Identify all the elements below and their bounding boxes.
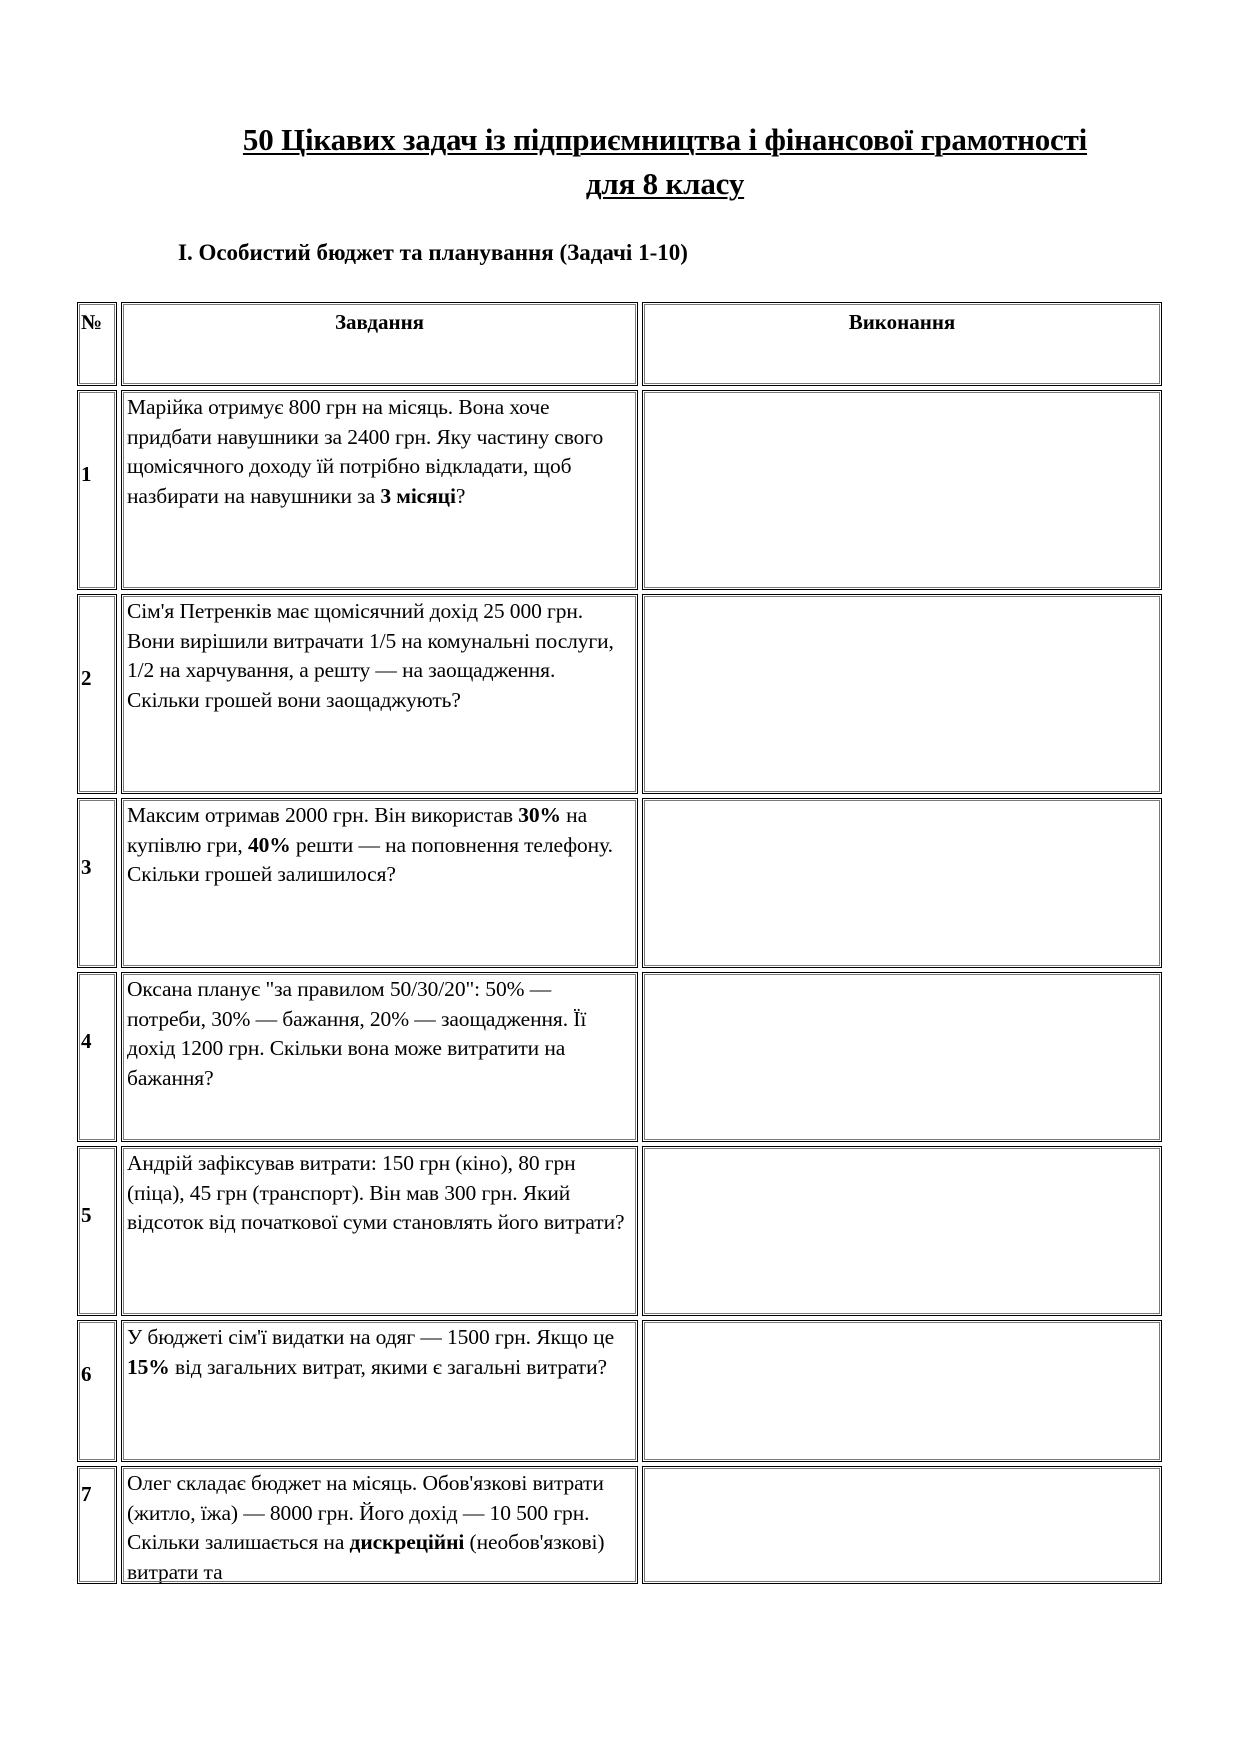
- task-text-segment: від загальних витрат, якими є загальні витрати?: [169, 1354, 607, 1379]
- table-header-row: [77, 302, 1162, 390]
- header-task-cell: [121, 302, 638, 386]
- row-number: 6: [81, 1362, 92, 1387]
- header-number-cell: [77, 302, 117, 386]
- table-row: [77, 972, 1162, 1146]
- task-text-segment: на купівлю гри,: [127, 803, 588, 857]
- task-text-segment: Оксана планує "за правилом 50/30/20": 50% — потреби, 30% — бажання, 20% — заощадження. Її дохід 1200 грн. Скільки вона може витратити на бажання?: [127, 977, 587, 1090]
- execution-answer[interactable]: [643, 391, 1161, 393]
- task-text: [122, 799, 637, 890]
- task-text-segment: решти — на поповнення телефону. Скільки грошей залишилося?: [127, 832, 613, 886]
- task-text-segment: Андрій зафіксував витрати: 150 грн (кіно), 80 грн (піца), 45 грн (транспорт). Він мав 300 грн. Який відсоток від початкової суми становлять його витрати?: [127, 1151, 625, 1234]
- task-text: [122, 391, 637, 511]
- title-line-2: для 8 класу: [585, 166, 745, 201]
- row-number-cell: [77, 798, 117, 968]
- row-number-cell: [77, 1320, 117, 1462]
- tasks-table: [77, 302, 1162, 1588]
- row-number-cell: [77, 594, 117, 794]
- document-title: [170, 118, 1160, 206]
- execution-cell[interactable]: [642, 798, 1162, 968]
- row-number: 2: [81, 665, 92, 690]
- table-row: [77, 1466, 1162, 1588]
- table-row: [77, 390, 1162, 594]
- task-text-segment: У бюджеті сім'ї видатки на одяг — 1500 грн. Якщо це: [127, 1325, 615, 1349]
- row-number: 4: [81, 1029, 92, 1053]
- task-text-emphasis: 30%: [518, 803, 561, 827]
- header-execution-label: Виконання: [848, 310, 956, 334]
- task-cell: [121, 1466, 638, 1584]
- execution-answer[interactable]: [643, 1147, 1161, 1149]
- row-number-cell: [77, 1146, 117, 1316]
- task-text-emphasis: 3 місяці: [380, 483, 456, 508]
- task-cell: [121, 798, 638, 968]
- row-number: 5: [81, 1203, 92, 1227]
- row-number-cell: [77, 390, 117, 590]
- table-body: [77, 390, 1162, 1588]
- execution-cell[interactable]: [642, 594, 1162, 794]
- task-text-segment: Сім'я Петренків має щомісячний дохід 25 000 грн. Вони вирішили витрачати 1/5 на комунальні послуги, 1/2 на харчування, а решту — на заощадження. Скільки грошей вони заощаджують?: [127, 599, 614, 712]
- title-line-1: 50 Цікавих задач із підприємництва і фінансової грамотності: [242, 122, 1088, 157]
- header-number-label: №: [81, 310, 103, 334]
- row-number: 3: [81, 855, 92, 879]
- table-row: [77, 1320, 1162, 1466]
- table-row: [77, 798, 1162, 972]
- task-text: [122, 1321, 637, 1382]
- task-text-emphasis: 15%: [127, 1354, 170, 1379]
- execution-answer[interactable]: [643, 1321, 1161, 1323]
- execution-answer[interactable]: [643, 1467, 1161, 1469]
- execution-cell[interactable]: [642, 1320, 1162, 1462]
- execution-cell[interactable]: [642, 390, 1162, 590]
- execution-cell[interactable]: [642, 1146, 1162, 1316]
- task-text-segment: Марійка отримує 800 грн на місяць. Вона хоче придбати навушники за 2400 грн. Яку частину свого щомісячного доходу їй потрібно відкладати, щоб назбирати на навушники за: [127, 395, 604, 508]
- task-cell: [121, 972, 638, 1142]
- section-heading: I. Особистий бюджет та планування (Задачі 1-10): [178, 240, 688, 265]
- task-text-segment: Максим отримав 2000 грн. Він використав: [127, 803, 519, 827]
- row-number-cell: [77, 1466, 117, 1584]
- task-text-segment: (необов'язкові) витрати та: [127, 1530, 605, 1584]
- row-number: 1: [81, 461, 92, 486]
- row-number-cell: [77, 972, 117, 1142]
- task-text-emphasis: дискреційні: [349, 1530, 465, 1554]
- task-text: [122, 1147, 637, 1238]
- header-task-label: Завдання: [334, 310, 425, 334]
- task-cell: [121, 390, 638, 590]
- task-text: [122, 1467, 637, 1587]
- task-cell: [121, 594, 638, 794]
- execution-answer[interactable]: [643, 595, 1161, 597]
- header-execution-cell: [642, 302, 1162, 386]
- execution-cell[interactable]: [642, 1466, 1162, 1584]
- table-row: [77, 1146, 1162, 1320]
- execution-answer[interactable]: [643, 973, 1161, 975]
- task-cell: [121, 1320, 638, 1462]
- task-text-emphasis: 40%: [247, 832, 291, 857]
- task-cell: [121, 1146, 638, 1316]
- row-number: 7: [81, 1482, 92, 1506]
- task-text: [122, 595, 637, 715]
- execution-answer[interactable]: [643, 799, 1161, 801]
- task-text-segment: ?: [455, 483, 466, 508]
- execution-cell[interactable]: [642, 972, 1162, 1142]
- task-text: [122, 973, 637, 1093]
- table-row: [77, 594, 1162, 798]
- task-text-segment: Олег складає бюджет на місяць. Обов'язкові витрати (житло, їжа) — 8000 грн. Його дохід — 10 500 грн. Скільки залишається на: [127, 1471, 604, 1554]
